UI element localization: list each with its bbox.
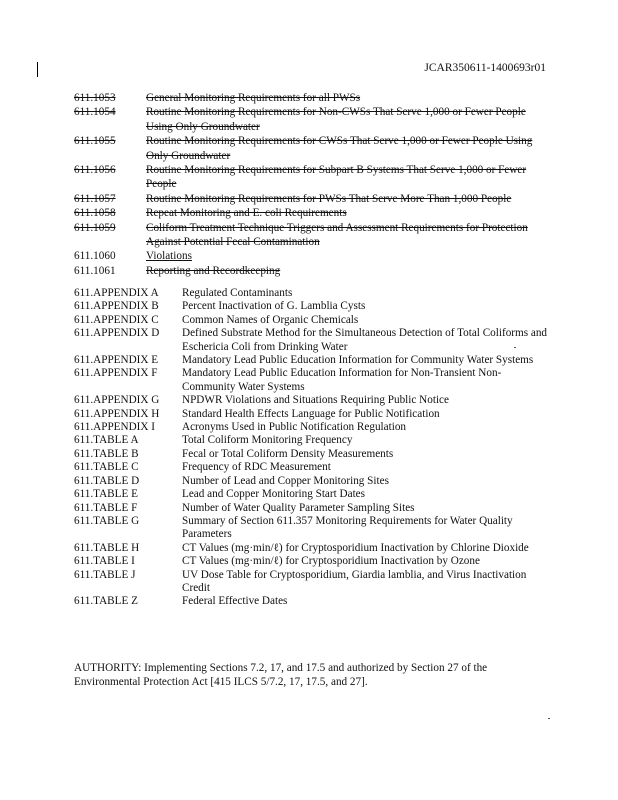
table-title: Frequency of RDC Measurement	[182, 461, 331, 474]
appendix-title: Regulated Contaminants	[182, 287, 293, 299]
section-row	[74, 264, 554, 278]
table-row	[74, 448, 554, 461]
table-row	[74, 515, 554, 542]
table-title: Number of Lead and Copper Monitoring Sites	[182, 474, 389, 487]
appendix-number: 611.APPENDIX A	[74, 287, 159, 299]
appendix-number: 611.APPENDIX D	[74, 327, 160, 340]
appendix-row	[74, 408, 554, 421]
scan-speck	[514, 347, 516, 348]
section-title: Repeat Monitoring and E. coli Requirements	[146, 207, 347, 220]
section-row	[74, 192, 554, 206]
table-row	[74, 555, 554, 568]
table-row	[74, 434, 554, 447]
section-row	[74, 206, 554, 220]
section-row	[74, 105, 554, 134]
section-title: Routine Monitoring Requirements for CWSs That Serve 1,000 or Fewer People Using Only Groundwater	[146, 135, 533, 162]
table-title: Fecal or Total Coliform Density Measurements	[182, 447, 394, 460]
section-number: 611.1059	[74, 221, 116, 234]
table-row	[74, 595, 554, 608]
table-title: CT Values (mg·min/ℓ) for Cryptosporidium Inactivation by Chlorine Dioxide	[182, 541, 529, 554]
appendix-number: 611.APPENDIX F	[74, 367, 158, 380]
table-row	[74, 475, 554, 488]
appendix-title: Mandatory Lead Public Education Information for Non-Transient Non-Community Water Systems	[182, 367, 502, 393]
section-number: 611.1053	[74, 92, 116, 104]
section-title: Routine Monitoring Requirements for PWSs That Serve More Than 1,000 People	[146, 192, 512, 205]
section-row	[74, 249, 554, 263]
appendix-row	[74, 287, 554, 300]
section-number: 611.1057	[74, 192, 116, 205]
table-title: Total Coliform Monitoring Frequency	[182, 434, 353, 447]
table-number: 611.TABLE G	[74, 514, 140, 527]
table-row	[74, 502, 554, 515]
table-title: UV Dose Table for Cryptosporidium, Giardia lamblia, and Virus Inactivation Credit	[182, 568, 527, 594]
table-row	[74, 488, 554, 501]
document-id: JCAR350611-1400693r01	[424, 62, 546, 74]
table-row	[74, 542, 554, 555]
section-row	[74, 221, 554, 250]
appendix-list	[74, 287, 554, 609]
appendix-number: 611.APPENDIX H	[74, 407, 160, 420]
section-row	[74, 163, 554, 192]
section-number: 611.1061	[74, 264, 116, 277]
appendix-row	[74, 421, 554, 434]
table-number: 611.TABLE H	[74, 541, 140, 554]
table-row	[74, 461, 554, 474]
appendix-title: Standard Health Effects Language for Public Notification	[182, 407, 440, 420]
scan-speck	[548, 718, 550, 719]
table-number: 611.TABLE Z	[74, 595, 138, 608]
section-number: 611.1056	[74, 164, 116, 177]
table-title: Federal Effective Dates	[182, 595, 288, 608]
appendix-title: Mandatory Lead Public Education Information for Community Water Systems	[182, 354, 534, 367]
appendix-title: Common Names of Organic Chemicals	[182, 313, 359, 326]
change-bar	[37, 62, 38, 77]
section-row	[74, 134, 554, 163]
appendix-title: Defined Substrate Method for the Simultaneous Detection of Total Coliforms and Eschericia Coli from Drinking Water	[182, 327, 548, 353]
table-title: CT Values (mg·min/ℓ) for Cryptosporidium Inactivation by Ozone	[182, 555, 480, 568]
section-title: Reporting and Recordkeeping	[146, 264, 281, 277]
table-number: 611.TABLE F	[74, 501, 138, 514]
appendix-number: 611.APPENDIX E	[74, 354, 159, 367]
appendix-row	[74, 327, 554, 354]
section-title: Routine Monitoring Requirements for Non-CWSs That Serve 1,000 or Fewer People Using Only Groundwater	[146, 106, 526, 133]
appendix-title: Acronyms Used in Public Notification Regulation	[182, 421, 407, 434]
table-number: 611.TABLE C	[74, 461, 139, 474]
authority-note: AUTHORITY: Implementing Sections 7.2, 17, and 17.5 and authorized by Section 27 of the Environmental Protection Act [415 ILCS 5/7.2, 17, 17.5, and 27].	[74, 662, 488, 688]
section-number: 611.1054	[74, 106, 116, 119]
section-list	[74, 91, 554, 278]
table-number: 611.TABLE A	[74, 434, 139, 447]
appendix-row	[74, 300, 554, 313]
table-title: Number of Water Quality Parameter Sampling Sites	[182, 501, 415, 514]
appendix-row	[74, 367, 554, 394]
section-title: General Monitoring Requirements for all PWSs	[146, 92, 361, 104]
section-number: 611.1060	[74, 250, 116, 263]
appendix-number: 611.APPENDIX I	[74, 421, 156, 434]
appendix-row	[74, 314, 554, 327]
appendix-number: 611.APPENDIX G	[74, 394, 160, 407]
appendix-number: 611.APPENDIX B	[74, 300, 159, 313]
appendix-title: Percent Inactivation of G. Lamblia Cysts	[182, 300, 366, 313]
section-row	[74, 91, 554, 105]
table-number: 611.TABLE I	[74, 555, 135, 568]
table-number: 611.TABLE J	[74, 568, 136, 581]
section-number: 611.1058	[74, 207, 116, 220]
table-title: Summary of Section 611.357 Monitoring Requirements for Water Quality Parameters	[182, 514, 513, 541]
section-number: 611.1055	[74, 135, 116, 148]
table-title: Lead and Copper Monitoring Start Dates	[182, 488, 365, 501]
section-title: Coliform Treatment Technique Triggers and Assessment Requirements for Protection Against Potential Fecal Contamination	[146, 221, 528, 249]
section-title: Routine Monitoring Requirements for Subpart B Systems That Serve 1,000 or Fewer People	[146, 164, 527, 191]
appendix-row	[74, 354, 554, 367]
appendix-number: 611.APPENDIX C	[74, 313, 159, 326]
section-title: Violations	[146, 250, 192, 263]
table-row	[74, 569, 554, 596]
appendix-title: NPDWR Violations and Situations Requiring Public Notice	[182, 394, 449, 407]
table-number: 611.TABLE B	[74, 447, 139, 460]
table-number: 611.TABLE E	[74, 488, 138, 501]
appendix-row	[74, 394, 554, 407]
table-number: 611.TABLE D	[74, 474, 140, 487]
